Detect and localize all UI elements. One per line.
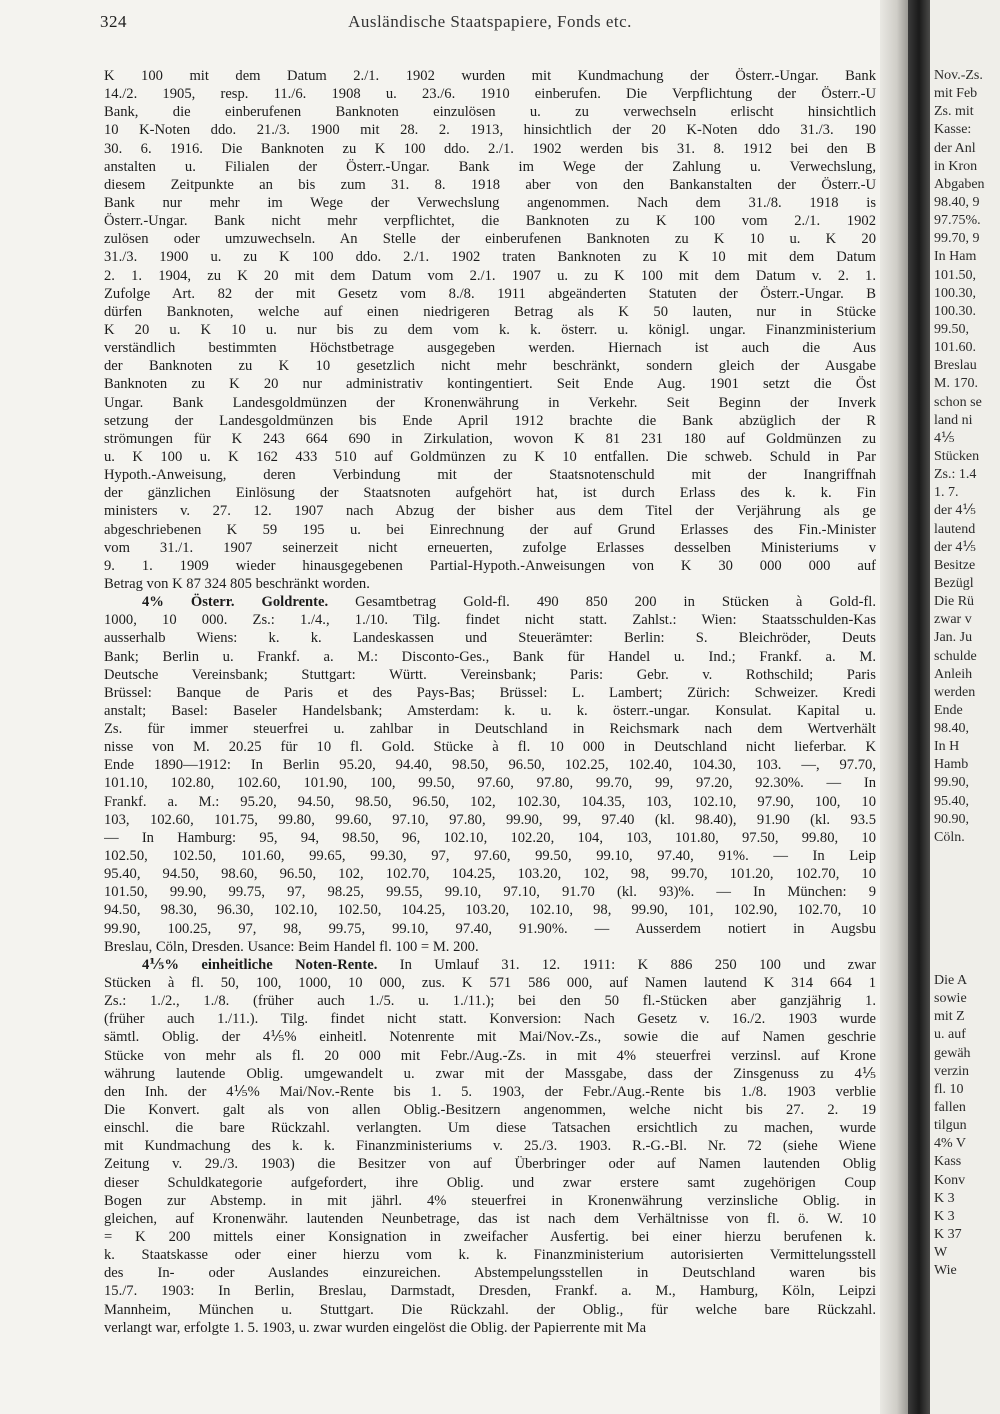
adjacent-text-fragment: fl. 10 xyxy=(934,1081,964,1097)
adjacent-text-fragment: Abgaben xyxy=(934,176,985,192)
section-first-line-text: Gesamtbetrag Gold-fl. 490 850 200 in Stücken à Gold-fl. xyxy=(328,594,876,611)
adjacent-text-fragment: Breslau xyxy=(934,358,977,374)
text-line: Bank; Berlin u. Frankf. a. M.: Disconto-Ges., Bank für Handel u. Ind.; Frankf. a. M. xyxy=(104,648,876,665)
text-line: Ende 1890—1912: In Berlin 95.20, 94.40, 98.50, 96.50, 102.25, 102.40, 104.30, 103. —, 97.70, xyxy=(104,757,876,774)
goldrente-heading: 4% Österr. Goldrente. xyxy=(142,594,329,611)
text-line: dieser Schuldkategorie aufgefordert, ihre Oblig. und zwar erstere samt zugehörigen Coup xyxy=(104,1174,876,1191)
adjacent-text-fragment: Cöln. xyxy=(934,829,965,845)
adjacent-text-fragment: Besitze xyxy=(934,557,976,573)
page-gutter-shadow xyxy=(880,0,908,1414)
adjacent-text-fragment: der 4⅕ xyxy=(934,503,976,519)
text-line: 31./3. 1900 u. zu K 100 ddo. 2./1. 1902 traten Banknoten zu K 10 mit dem Datum xyxy=(104,249,876,266)
adjacent-text-fragment: K 3 xyxy=(934,1208,955,1224)
text-line: Bank, die einberufenen Banknoten einzulösen u. zu verwechseln erlischt hinsichtlich xyxy=(104,104,876,121)
text-line: setzung der Landesgoldmünzen bis Ende April 1912 brachte die Bank abzüglich der R xyxy=(104,412,876,429)
adjacent-text-fragment: in Kron xyxy=(934,158,978,174)
text-line: Brüssel: Banque de Paris et des Pays-Bas; Brüssel: L. Lambert; Zürich: Schweizer. Kredi xyxy=(104,684,876,701)
adjacent-text-fragment: In H xyxy=(934,739,960,755)
text-line: 14./2. 1905, resp. 11./6. 1908 u. 23./6. 1910 einberufen. Die Verpflichtung der Österr.-U xyxy=(104,86,876,103)
adjacent-text-fragment: M. 170. xyxy=(934,376,978,392)
adjacent-text-fragment: 4% V xyxy=(934,1136,967,1152)
text-line: 94.50, 98.30, 96.30, 102.10, 102.50, 104.25, 103.20, 102.10, 98, 99.90, 101, 102.90, 102.70, 10 xyxy=(104,902,876,919)
adjacent-text-fragment: fallen xyxy=(934,1099,966,1115)
text-line: nisse von M. 20.25 für 10 fl. Gold. Stücke à fl. 10 000 in Deutschland nicht lieferbar. K xyxy=(104,739,876,756)
page-header xyxy=(100,12,880,40)
adjacent-text-fragment: 100.30, xyxy=(934,285,976,301)
text-line: der Banknoten zu K 10 gesetzlich nicht mehr beschränkt, sondern gleich der Ausgabe xyxy=(104,358,876,375)
text-line: der gänzlichen Einlösung der Staatsnoten aufgehört hat, ist durch Erlass des k. k. Fin xyxy=(104,485,876,502)
text-line: ausserhalb Wiens: k. k. Landeskassen und Steuerämter: Berlin: S. Bleichröder, Deuts xyxy=(104,630,876,647)
text-line: diesem Zeitpunkte an bis zum 31. 8. 1918 aber von den Bankanstalten der Österr.-U xyxy=(104,176,876,193)
text-line: 1000, 10 000. Zs.: 1./4., 1./10. Tilg. findet nicht statt. Zahlst.: Wien: Staatsschulden-Kas xyxy=(104,612,876,629)
adjacent-text-fragment: zwar v xyxy=(934,612,972,628)
adjacent-text-fragment: Anleih xyxy=(934,666,973,682)
text-line: Hypoth.-Anweisung, deren Verbindung mit der Staatsnotenschuld mit der Inangriffnah xyxy=(104,467,876,484)
text-line: Stücken à fl. 50, 100, 1000, 10 000, zus. K 571 586 000, auf Namen lautend K 314 664 1 xyxy=(104,975,876,992)
adjacent-text-fragment: gewäh xyxy=(934,1045,971,1061)
text-line: 9. 1. 1909 wieder hinausgegebenen Partial-Hypoth.-Anweisungen von K 30 000 000 auf xyxy=(104,557,876,574)
text-line: sämtl. Oblig. der 4⅕% einheitl. Notenrente mit Mai/Nov.-Zs., sowie die auf Namen geschrie xyxy=(104,1029,876,1046)
text-line: anstalt; Basel: Baseler Handelsbank; Amsterdam: k. u. k. österr.-ungar. Konsulat. Kapital u. xyxy=(104,702,876,719)
adjacent-text-fragment: mit Feb xyxy=(934,86,978,102)
adjacent-text-fragment: der 4⅕ xyxy=(934,539,976,555)
text-line: 30. 6. 1916. Die Banknoten zu K 100 ddo. 2./1. 1902 werden bis 31. 8. 1912 bei den B xyxy=(104,140,876,157)
adjacent-text-fragment: Nov.-Zs. xyxy=(934,68,983,83)
text-line: verständlich bestimmten Höchstbetrage ausgegeben werden. Hiernach ist auch die Aus xyxy=(104,340,876,357)
text-line: des In- oder Auslandes einzureichen. Abstempelungsstellen in Deutschland waren bis xyxy=(104,1265,876,1282)
adjacent-text-fragment: Bezügl xyxy=(934,575,974,591)
adjacent-text-fragment: Konv xyxy=(934,1172,966,1188)
adjacent-text-fragment: Kasse: xyxy=(934,122,972,138)
section-first-line-text: In Umlauf 31. 12. 1911: K 886 250 100 und zwar xyxy=(377,956,876,973)
text-line: 95.40, 94.50, 98.60, 96.50, 102, 102.70, 104.25, 103.20, 102, 98, 99.70, 101.20, 102.70, 10 xyxy=(104,866,876,883)
text-line: gleichen, auf Kronenwähr. lautenden Neunbetrage, das ist nach dem Verhältnisse von fl. ö. W. 10 xyxy=(104,1210,876,1227)
text-line: abgeschriebenen K 59 195 u. bei Einrechnung der auf Grund Erlasses des Fin.-Minister xyxy=(104,521,876,538)
adjacent-text-fragment: 95.40, xyxy=(934,793,969,809)
adjacent-text-fragment: W xyxy=(934,1245,948,1261)
text-line: einschl. die bare Rückzahl. verlangten. Um diese Tatsachen ersichtlich zu machen, wurde xyxy=(104,1120,876,1137)
text-line: 15./7. 1903: In Berlin, Breslau, Darmstadt, Dresden, Frankf. a. M., Hamburg, Köln, Leipzi xyxy=(104,1283,876,1300)
section-first-line xyxy=(104,956,876,974)
text-line: Banknoten zu K 20 nur administrativ kontingentiert. Seit Ende Aug. 1901 setzt die Öst xyxy=(104,376,876,393)
adjacent-text-fragment: Stücken xyxy=(934,448,980,464)
adjacent-text-fragment: 101.50, xyxy=(934,267,976,283)
text-line: 99.90, 100.25, 97, 98, 99.75, 99.10, 97.40, 91.90%. — Ausserdem notiert in Augsbu xyxy=(104,920,876,937)
text-line: Zs. für immer steuerfrei u. zahlbar in Deutschland in Reichsmark nach dem Wertverhält xyxy=(104,721,876,738)
text-line: währung lautende Oblig. umgewandelt u. zwar mit der Massgabe, dass der Zinsgenuss zu 4⅕ xyxy=(104,1065,876,1082)
text-line: verlangt war, erfolgte 1. 5. 1903, u. zwar wurden eingelöst die Oblig. der Papierrente mit Ma xyxy=(104,1319,647,1336)
adjacent-text-fragment: tilgun xyxy=(934,1118,967,1134)
adjacent-page-edge xyxy=(930,0,1000,1414)
text-line: Zs.: 1./2., 1./8. (früher auch 1./5. u. 1./11.); bei den 50 fl.-Stücken aber ganzjährig 1. xyxy=(104,993,876,1010)
text-line: 102.50, 102.50, 101.60, 99.65, 99.30, 97, 97.60, 99.50, 99.10, 97.40, 91%. — In Leip xyxy=(104,848,876,865)
text-line: mit Kundmachung des k. k. Finanzministeriums v. 25./3. 1903. R.-G.-Bl. Nr. 72 (siehe Wiene xyxy=(104,1138,876,1155)
adjacent-text-fragment: 100.30. xyxy=(934,303,976,319)
text-line: — In Hamburg: 95, 94, 98.50, 96, 102.10, 102.20, 104, 103, 101.80, 97.50, 99.80, 10 xyxy=(104,829,876,846)
adjacent-page-column-lower xyxy=(934,972,1000,1280)
text-line: Österr.-Ungar. Bank nicht mehr verpflichtet, die Banknoten zu K 100 vom 2./1. 1902 xyxy=(104,213,876,230)
adjacent-text-fragment: verzin xyxy=(934,1063,969,1079)
main-text-column xyxy=(104,67,876,1337)
text-line: Breslau, Cöln, Dresden. Usance: Beim Handel fl. 100 = M. 200. xyxy=(104,938,479,955)
text-line: 103, 102.60, 101.75, 99.80, 99.60, 97.10, 97.80, 99.90, 99, 97.40 (kl. 98.40), 91.90 (kl. 93.5 xyxy=(104,811,876,828)
adjacent-text-fragment: u. auf xyxy=(934,1027,966,1043)
text-line: Deutsche Vereinsbank; Stuttgart: Württ. Vereinsbank; Paris: Gebr. v. Rothschild; Paris xyxy=(104,666,876,683)
text-line: K 100 mit dem Datum 2./1. 1902 wurden mit Kundmachung der Österr.-Ungar. Bank xyxy=(104,68,876,84)
text-line: 101.10, 102.80, 102.60, 101.90, 100, 99.50, 97.60, 97.80, 99.70, 99, 97.20, 92.30%. — In xyxy=(104,775,876,792)
text-line: 101.50, 99.90, 99.75, 97, 98.25, 99.55, 99.10, 97.10, 91.70 (kl. 93)%. — In München: 9 xyxy=(104,884,876,901)
adjacent-text-fragment: 4⅕ xyxy=(934,430,955,446)
adjacent-text-fragment: K 3 xyxy=(934,1190,955,1206)
adjacent-text-fragment: Wie xyxy=(934,1263,957,1279)
adjacent-text-fragment: Jan. Ju xyxy=(934,630,973,646)
text-line: Bogen zur Abstemp. in mit jährl. 4% steuerfrei in Kronenwährung verzinsliche Oblig. in xyxy=(104,1192,876,1209)
adjacent-text-fragment: Die Rü xyxy=(934,594,975,610)
text-line: u. K 100 u. K 162 433 510 auf Goldmünzen zu K 10 entfallen. Die schweb. Schuld in Par xyxy=(104,448,876,465)
adjacent-text-fragment: 97.75%. xyxy=(934,213,981,229)
adjacent-text-fragment: land ni xyxy=(934,412,973,428)
page-number: 324 xyxy=(100,12,127,31)
text-line: = K 200 mittels einer Konsignation in zweifacher Ausfertig. bei einer hierzu berufenen k. xyxy=(104,1229,876,1245)
text-line: Die Konvert. galt als von allen Oblig.-Besitzern angenommen, welche nicht bis 27. 2. 19 xyxy=(104,1102,876,1119)
adjacent-text-fragment: 99.50, xyxy=(934,321,969,337)
adjacent-text-fragment: lautend xyxy=(934,521,976,537)
text-line: Frankf. a. M.: 95.20, 94.50, 98.50, 96.50, 102, 102.30, 104.35, 103, 102.10, 97.90, 100, 10 xyxy=(104,793,876,810)
text-line: Betrag von K 87 324 805 beschränkt worden. xyxy=(104,575,370,592)
adjacent-text-fragment: 99.90, xyxy=(934,775,969,791)
adjacent-text-fragment: schulde xyxy=(934,648,977,664)
text-line: den Inh. der 4⅕% Mai/Nov.-Rente bis 1. 5. 1903, der Febr./Aug.-Rente bis 1./8. 1903 verblie xyxy=(104,1083,876,1100)
text-line: Zufolge Art. 82 der mit Gesetz vom 8./8. 1911 abgeänderten Statuten der Österr.-Ungar. B xyxy=(104,285,876,302)
adjacent-text-fragment: sowie xyxy=(934,991,967,1007)
adjacent-text-fragment: 90.90, xyxy=(934,811,969,827)
text-line: Mannheim, München u. Stuttgart. Die Rückzahl. der Oblig., für welche bare Rückzahl. xyxy=(104,1301,876,1318)
adjacent-text-fragment: 1. 7. xyxy=(934,485,959,501)
adjacent-text-fragment: Kass xyxy=(934,1154,962,1170)
adjacent-text-fragment: Ende xyxy=(934,702,963,718)
adjacent-text-fragment: 99.70, 9 xyxy=(934,231,980,247)
text-line: k. Staatskasse oder einer hierzu vom k. k. Finanzministerium autorisierten Vermittelungsstell xyxy=(104,1247,876,1264)
book-spine xyxy=(908,0,930,1414)
text-line: Stücke von mehr als fl. 20 000 mit Febr./Aug.-Zs. in mit 4% steuerfrei verzinsl. auf Krone xyxy=(104,1047,876,1064)
adjacent-text-fragment: 101.60. xyxy=(934,340,976,356)
adjacent-text-fragment: werden xyxy=(934,684,976,700)
section-first-line xyxy=(104,593,876,611)
text-line: 10 K-Noten ddo. 21./3. 1900 mit 28. 2. 1913, hinsichtlich der 20 K-Noten ddo 31./3. 190 xyxy=(104,122,876,139)
running-head: Ausländische Staatspapiere, Fonds etc. xyxy=(348,12,632,31)
adjacent-text-fragment: Hamb xyxy=(934,757,969,773)
adjacent-text-fragment: K 37 xyxy=(934,1226,962,1242)
adjacent-text-fragment: 98.40, 9 xyxy=(934,194,980,210)
text-line: ministers v. 27. 12. 1907 nach Abzug der bisher aus dem Titel der Verjährung als ge xyxy=(104,503,876,520)
adjacent-text-fragment: Die A xyxy=(934,973,968,988)
text-line: vom 31./1. 1907 seinerzeit nicht erneuerten, zufolge Erlasses desselben Ministeriums v xyxy=(104,539,876,556)
adjacent-text-fragment: Zs.: 1.4 xyxy=(934,467,977,483)
text-line: Bank nur mehr im Wege der Verwechslung angenommen. Nach dem 31./8. 1918 is xyxy=(104,194,876,211)
adjacent-text-fragment: 98.40, xyxy=(934,721,969,737)
adjacent-text-fragment: der Anl xyxy=(934,140,976,156)
adjacent-text-fragment: mit Z xyxy=(934,1009,965,1025)
text-line: K 20 u. K 10 u. nur bis zu dem vom k. k. österr. u. königl. ungar. Finanzministerium xyxy=(104,321,876,338)
adjacent-page-column xyxy=(934,67,1000,847)
text-line: Ungar. Bank Landesgoldmünzen der Kronenwährung in Verkehr. Seit Beginn der Inverk xyxy=(104,394,876,411)
text-line: dürfen Banknoten, welche auf einen niedrigeren Betrag als K 50 lauten, nur in Stücke xyxy=(104,303,876,320)
text-line: anstalten u. Filialen der Österr.-Ungar. Bank im Wege der Zahlung u. Verwechslung, xyxy=(104,158,876,175)
text-line: strömungen für K 243 664 690 in Zirkulation, wovon K 81 231 180 auf Goldmünzen zu xyxy=(104,430,876,447)
adjacent-text-fragment: Zs. mit xyxy=(934,104,974,120)
text-line: (früher auch 1./11.). Tilg. findet nicht statt. Konversion: Nach Gesetz v. 16./2. 1903 wurde xyxy=(104,1011,876,1028)
adjacent-text-fragment: In Ham xyxy=(934,249,977,265)
adjacent-text-fragment: schon se xyxy=(934,394,982,410)
text-line: 2. 1. 1904, zu K 20 mit dem Datum vom 2./1. 1907 u. zu K 100 mit dem Datum v. 2. 1. xyxy=(104,267,876,284)
text-line: zulösen oder umzuwechseln. An Stelle der einberufenen Banknoten zu K 10 u. K 20 xyxy=(104,231,876,248)
notenrente-heading: 4⅕% einheitliche Noten-Rente. xyxy=(142,956,378,973)
text-line: Zeitung v. 29./3. 1903) die Besitzer von auf Überbringer oder auf Namen lautenden Oblig xyxy=(104,1156,876,1173)
